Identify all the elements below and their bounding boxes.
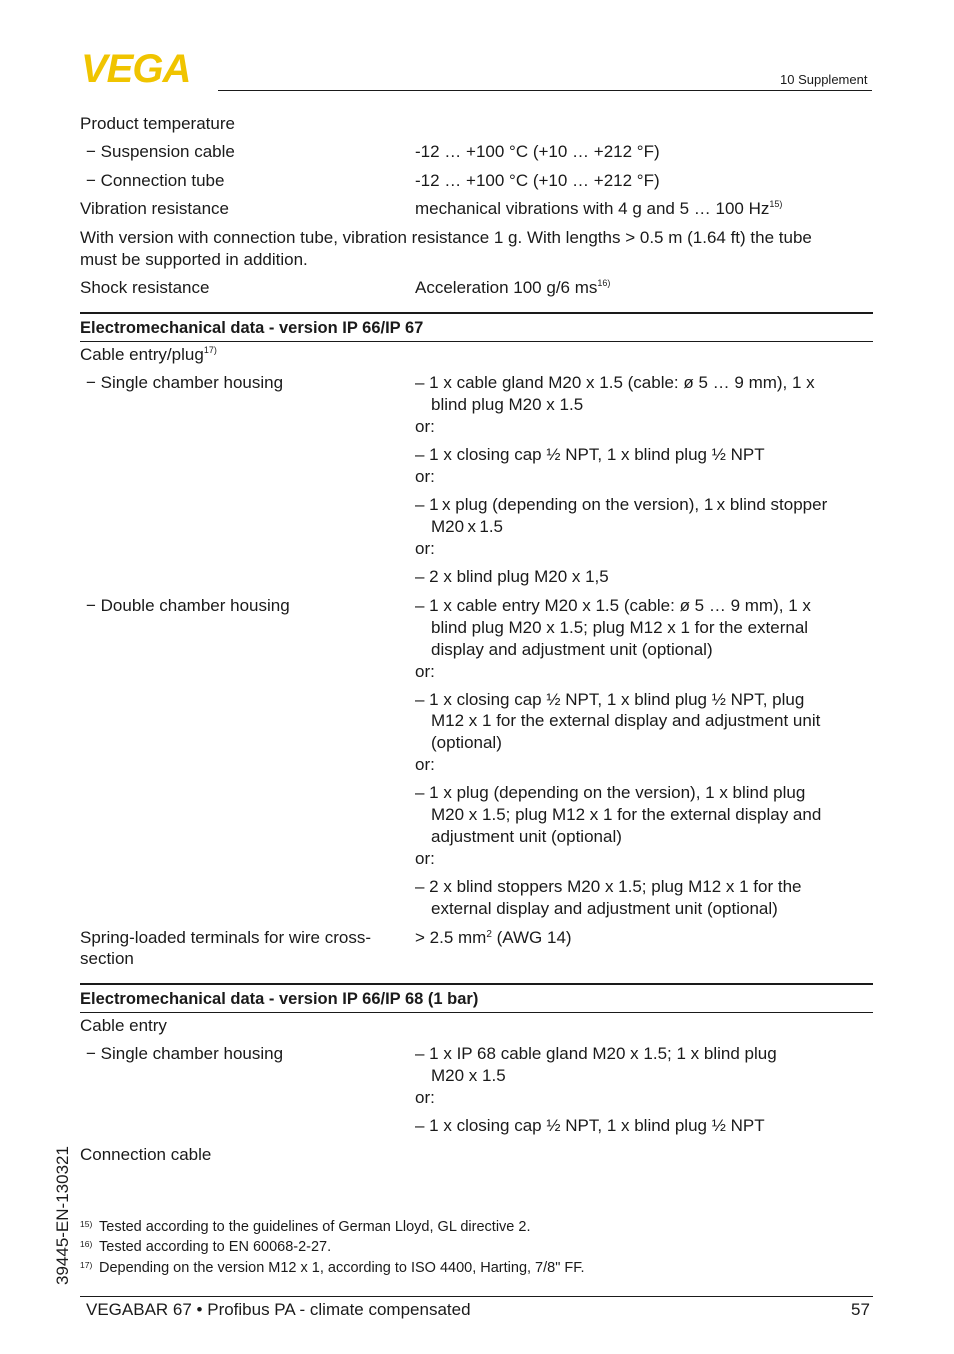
single-opt1-line1: – 1 x cable gland M20 x 1.5 (cable: ø 5 … 9 mm), 1 x	[415, 373, 815, 392]
shock-value	[415, 277, 610, 299]
connection-tube-label: − Connection tube	[86, 171, 225, 190]
terminals-value-b: (AWG 14)	[491, 928, 572, 947]
terminals-label-line1: Spring-loaded terminals for wire cross-	[80, 928, 371, 947]
double-opt3-line1: – 1 x plug (depending on the version), 1 x blind plug	[415, 783, 806, 802]
double-opt2-line3: (optional)	[431, 733, 502, 752]
cable-entry-plug-text: Cable entry/plug	[80, 345, 204, 364]
or-text: or:	[415, 755, 435, 774]
vibration-label: Vibration resistance	[80, 199, 229, 218]
document-code-vertical: 39445-EN-130321	[53, 1146, 72, 1285]
double-opt2-line2: M12 x 1 for the external display and adjustment unit	[431, 711, 821, 730]
svg-text:VEGA: VEGA	[81, 52, 191, 86]
vibration-note-line2: must be supported in addition.	[80, 250, 308, 269]
double-chamber-label: − Double chamber housing	[86, 596, 290, 615]
or-text: or:	[415, 1088, 435, 1107]
terminals-value	[415, 927, 572, 949]
footnote-number: 15)	[80, 1219, 93, 1229]
terminals-value-a: > 2.5 mm	[415, 928, 487, 947]
footer-rule	[80, 1296, 873, 1297]
footnote-number: 16)	[80, 1239, 93, 1249]
section-heading-ip68: Electromechanical data - version IP 66/IP 68 (1 bar)	[80, 990, 479, 1008]
single-opt3-line2: M20 x 1.5	[431, 517, 504, 536]
section-rule-top	[80, 312, 873, 314]
double-opt4-line2: external display and adjustment unit (optional)	[431, 899, 778, 918]
single-opt2: – 1 x closing cap ½ NPT, 1 x blind plug ½ NPT	[415, 445, 765, 464]
ip68-opt2: – 1 x closing cap ½ NPT, 1 x blind plug ½ NPT	[415, 1116, 765, 1135]
vega-logo-icon	[81, 52, 211, 86]
footnote-ref-17: 17)	[203, 345, 217, 355]
double-opt1-line1: – 1 x cable entry M20 x 1.5 (cable: ø 5 … 9 mm), 1 x	[415, 596, 811, 615]
single-chamber-label: − Single chamber housing	[86, 373, 284, 392]
single-chamber-label-ip68: − Single chamber housing	[86, 1044, 284, 1063]
footnote-text: Depending on the version M12 x 1, according to ISO 4400, Harting, 7/8" FF.	[99, 1260, 585, 1276]
shock-label: Shock resistance	[80, 278, 210, 297]
or-text: or:	[415, 539, 435, 558]
vibration-value	[415, 198, 782, 220]
double-opt1-line3: display and adjustment unit (optional)	[431, 640, 713, 659]
double-opt1-line2: blind plug M20 x 1.5; plug M12 x 1 for the external	[431, 618, 809, 637]
footnote-number: 17)	[80, 1260, 93, 1270]
section-rule-top	[80, 983, 873, 985]
or-text: or:	[415, 849, 435, 868]
section-heading-ip67: Electromechanical data - version IP 66/IP 67	[80, 319, 424, 337]
or-text: or:	[415, 467, 435, 486]
vega-logo	[81, 52, 211, 91]
footnote-ref-15: 15)	[769, 199, 783, 209]
terminals-label-line2: section	[80, 949, 134, 968]
suspension-cable-value: -12 … +100 °C (+10 … +212 °F)	[415, 142, 660, 161]
footnote-15	[80, 1215, 530, 1236]
cable-entry-plug-label	[80, 344, 217, 366]
single-opt3-line1: – 1 x plug (depending on the version), 1 x blind stopper	[415, 495, 828, 514]
section-rule-bottom	[80, 1012, 873, 1013]
single-opt1-line2: blind plug M20 x 1.5	[431, 395, 584, 414]
double-opt2-line1: – 1 x closing cap ½ NPT, 1 x blind plug ½ NPT, plug	[415, 690, 805, 709]
double-opt4-line1: – 2 x blind stoppers M20 x 1.5; plug M12 x 1 for the	[415, 877, 802, 896]
footnote-text: Tested according to the guidelines of German Lloyd, GL directive 2.	[99, 1219, 531, 1235]
footnote-ref-16: 16)	[597, 278, 611, 288]
page-number: 57	[851, 1300, 870, 1319]
cable-entry-label: Cable entry	[80, 1016, 167, 1035]
section-title: 10 Supplement	[780, 72, 868, 87]
double-opt3-line3: adjustment unit (optional)	[431, 827, 622, 846]
ip68-opt1-line2: M20 x 1.5	[431, 1066, 506, 1085]
shock-value-text: Acceleration 100 g/6 ms	[415, 278, 598, 297]
product-temperature-label: Product temperature	[80, 114, 235, 133]
connection-tube-value: -12 … +100 °C (+10 … +212 °F)	[415, 171, 660, 190]
footnote-text: Tested according to EN 60068-2-27.	[99, 1239, 332, 1255]
vibration-value-text: mechanical vibrations with 4 g and 5 … 100 Hz	[415, 199, 770, 218]
footnote-16	[80, 1235, 331, 1256]
footnote-17	[80, 1256, 585, 1277]
single-opt4: – 2 x blind plug M20 x 1,5	[415, 567, 609, 586]
or-text: or:	[415, 662, 435, 681]
double-opt3-line2: M20 x 1.5; plug M12 x 1 for the external display and	[431, 805, 822, 824]
or-text: or:	[415, 417, 435, 436]
terminals-value-sup: 2	[486, 929, 492, 940]
header-rule	[218, 90, 872, 91]
connection-cable-label: Connection cable	[80, 1145, 212, 1164]
suspension-cable-label: − Suspension cable	[86, 142, 235, 161]
vibration-note-line1: With version with connection tube, vibration resistance 1 g. With lengths > 0.5 m (1.64 ft) the tube	[80, 228, 812, 247]
footer-doc-title: VEGABAR 67 • Profibus PA - climate compensated	[86, 1300, 471, 1319]
ip68-opt1-line1: – 1 x IP 68 cable gland M20 x 1.5; 1 x blind plug	[415, 1044, 777, 1063]
section-rule-bottom	[80, 341, 873, 342]
